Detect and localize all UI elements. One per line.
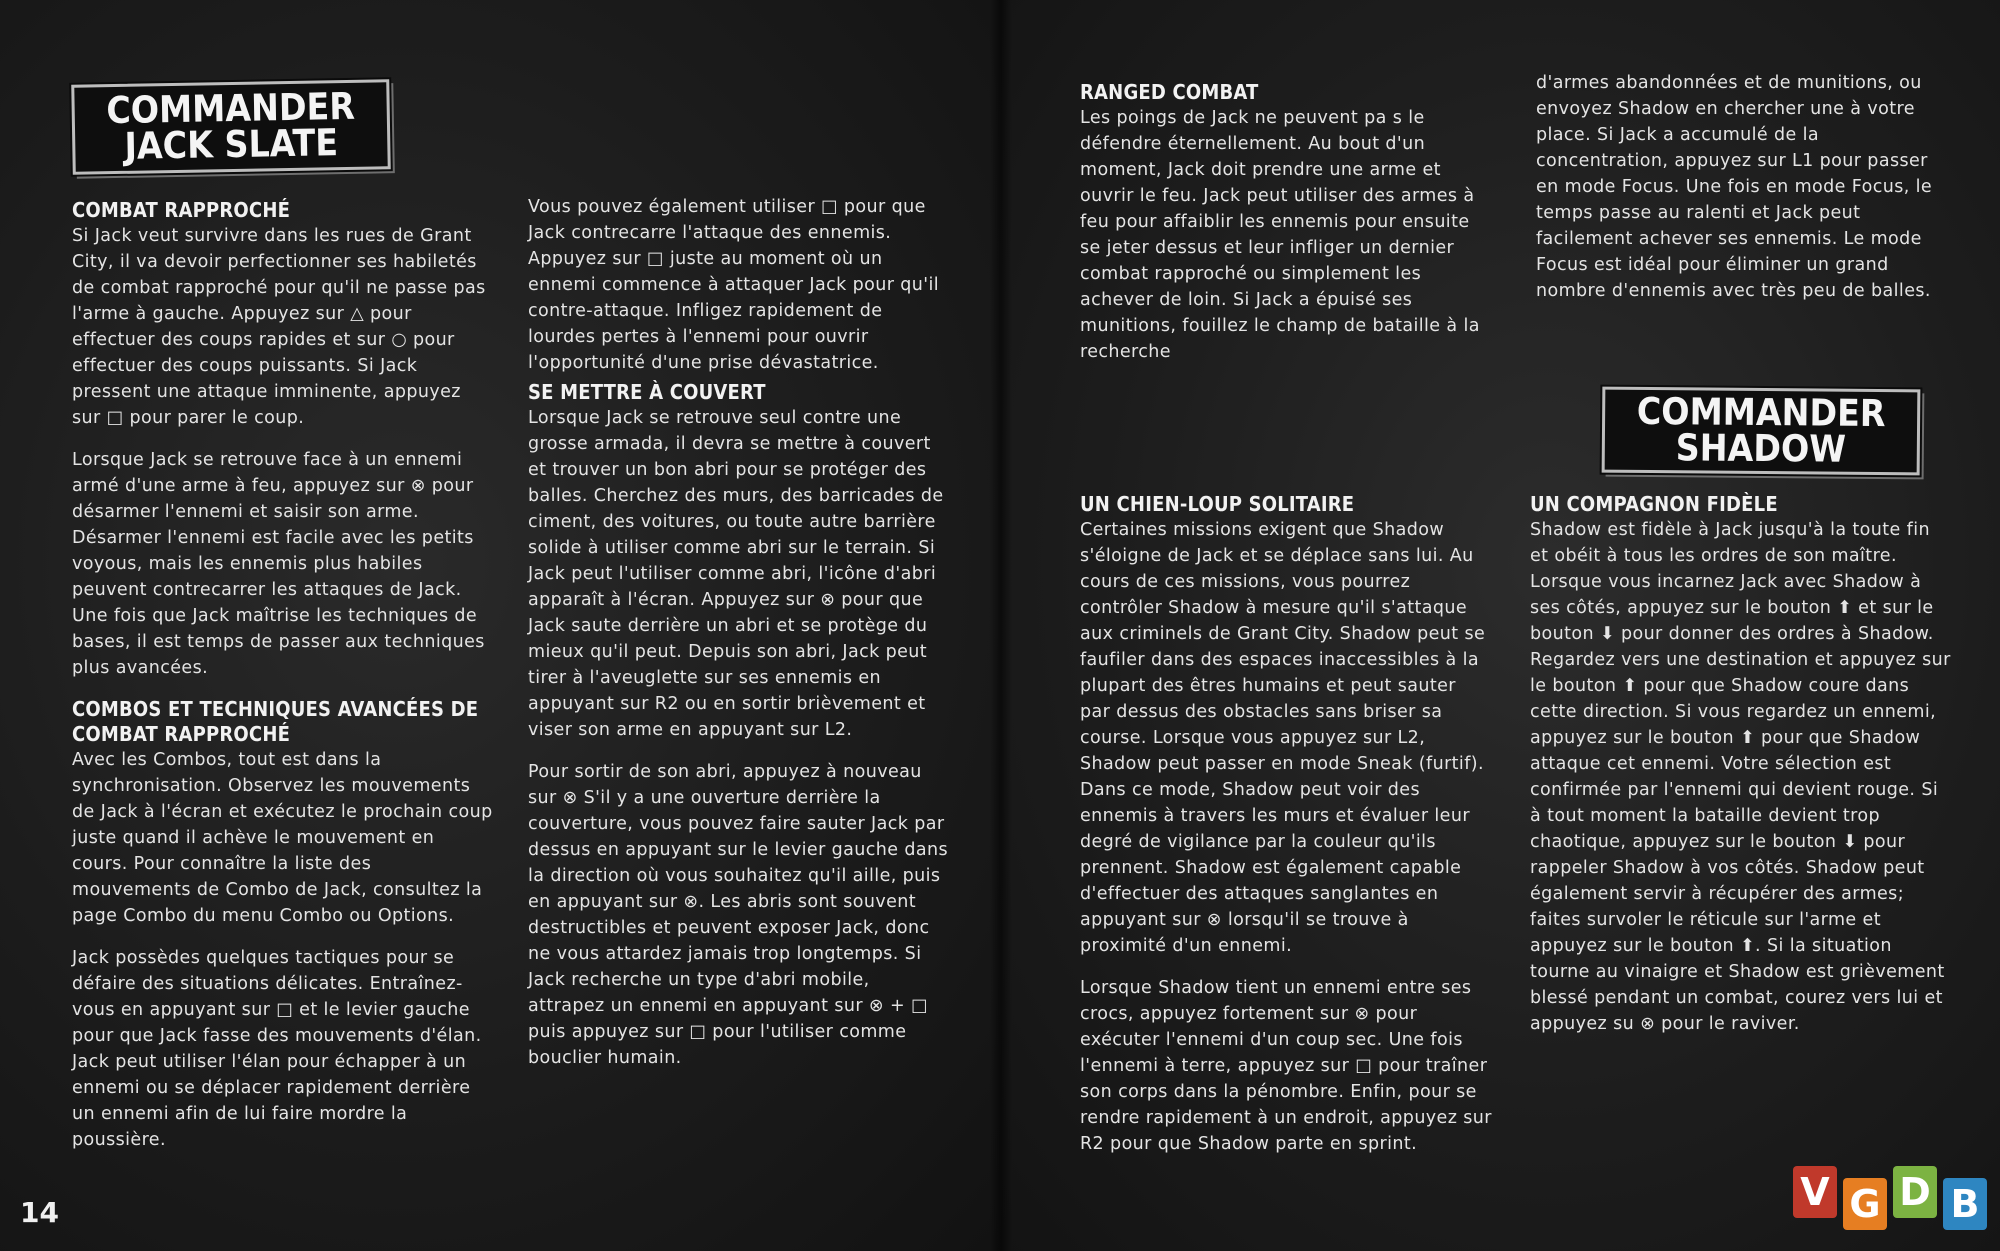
paragraph: Les poings de Jack ne peuvent pa s le défendre éternellement. Au bout d'un moment, Jack doit prendre une arme et ouvrir le feu. Jack peut utiliser des armes à feu pour affaiblir les ennemis pour ensuite se jeter dessus et leur infliger un dernier combat rapproché ou simplement les achever de loin. Si Jack a épuisé ses munitions, fouillez le champ de bataille à la recherche	[1080, 108, 1480, 362]
title-plate-jack-slate	[71, 79, 391, 175]
title-plate-shadow	[1602, 387, 1921, 476]
paragraph: Lorsque Shadow tient un ennemi entre ses crocs, appuyez fortement sur ⊗ pour exécuter l'ennemi d'un coup sec. Une fois l'ennemi à terre, appuyez sur □ pour traîner son corps dans la pénombre. Enfin, pour se rendre rapidement à un endroit, appuyez sur R2 pour que Shadow parte en sprint.	[1080, 978, 1492, 1154]
heading-se-mettre-a-couvert: SE METTRE À COUVERT	[528, 380, 766, 404]
paragraph: Si Jack veut survivre dans les rues de Grant City, il va devoir perfectionner ses habiletés de combat rapproché pour qu'il ne passe pas l'arme à gauche. Appuyez sur △ pour effectuer des coups rapides et sur ○ pour effectuer des coups puissants. Si Jack pressent une attaque imminente, appuyez sur □ pour parer le coup.	[72, 226, 486, 428]
right-column-1-lower	[1080, 492, 1492, 1173]
paragraph: Jack possèdes quelques tactiques pour se défaire des situations délicates. Entraînez-vous en appuyant sur □ et le levier gauche pour que Jack fasse des mouvements d'élan. Jack peut utiliser l'élan pour échapper à un ennemi ou se déplacer rapidement derrière un ennemi afin de lui faire mordre la poussière.	[72, 948, 482, 1150]
heading-chien-loup: UN CHIEN-LOUP SOLITAIRE	[1080, 492, 1355, 516]
plate-line1: COMMANDER	[105, 84, 356, 133]
paragraph: Avec les Combos, tout est dans la synchronisation. Observez les mouvements de Jack à l'écran et exécutez le prochain coup juste quand il achève le mouvement en cours. Pour connaître la liste des mouvements de Combo de Jack, consultez la page Combo du menu Combo ou Options.	[72, 750, 493, 926]
paragraph: Vous pouvez également utiliser □ pour que Jack contrecarre l'attaque des ennemis. Appuyez sur □ juste au moment où un ennemi commence à attaquer Jack pour qu'il contre-attaque. Infligez rapidement de lourdes pertes à l'ennemi pour ouvrir l'opportunité d'une prise dévastatrice.	[528, 197, 940, 373]
book-spine	[990, 0, 1012, 1251]
paragraph: Shadow est fidèle à Jack jusqu'à la toute fin et obéit à tous les ordres de son maître. Lorsque vous incarnez Jack avec Shadow à ses côtés, appuyez sur le bouton ⬆ et sur le bouton ⬇ pour donner des ordres à Shadow. Regardez vers une destination et appuyez sur le bouton ⬆ pour que Shadow coure dans cette direction. Si vous regardez un ennemi, appuyez sur le bouton ⬆ pour que Shadow attaque cet ennemi. Votre sélection est confirmée par l'ennemi qui devient rouge. Si à tout moment la bataille devient trop chaotique, appuyez sur le bouton ⬇ pour rappeler Shadow à vos côtés. Shadow peut également servir à récupérer des armes; faites survoler le réticule sur l'arme et appuyez sur le bouton ⬆. Si la situation tourne au vinaigre et Shadow est grièvement blessé pendant un combat, courez vers lui et appuyez su ⊗ pour le raviver.	[1530, 520, 1951, 1034]
paragraph: Pour sortir de son abri, appuyez à nouveau sur ⊗ S'il y a une ouverture derrière la couverture, vous pouvez faire sauter Jack par dessus en appuyant sur le levier gauche dans la direction où vous souhaitez qu'il aille, puis en appuyant sur ⊗. Les abris sont souvent destructibles et peuvent exposer Jack, donc ne vous attardez jamais trop longtemps. Si Jack recherche un type d'abri mobile, attrapez un ennemi en appuyant sur ⊗ + □ puis appuyez sur □ pour l'utiliser comme bouclier humain.	[528, 762, 949, 1068]
left-column-1	[72, 198, 494, 1169]
page-number: 14	[20, 1196, 59, 1229]
left-column-2	[528, 194, 952, 1087]
paragraph: Certaines missions exigent que Shadow s'éloigne de Jack et se déplace sans lui. Au cours de ces missions, vous pourrez contrôler Shadow à mesure qu'il s'attaque aux criminels de Grant City. Shadow peut se faufiler dans des espaces inaccessibles à la plupart des êtres humains et peut sauter par dessus des obstacles sans briser sa course. Lorsque vous appuyez sur L2, Shadow peut passer en mode Sneak (furtif). Dans ce mode, Shadow peut voir des ennemis à travers les murs et évaluer leur degré de vigilance par la couleur qu'ils prennent. Shadow est également capable d'effectuer des attaques sanglantes en appuyant sur ⊗ lorsqu'il se trouve à proximité d'un ennemi.	[1080, 520, 1486, 956]
right-column-1	[1080, 80, 1492, 381]
paragraph: Lorsque Jack se retrouve face à un ennemi armé d'une arme à feu, appuyez sur ⊗ pour désarmer l'ennemi et saisir son arme. Désarmer l'ennemi est facile avec les petits voyous, mais les ennemis plus habiles peuvent contrecarrer les attaques de Jack. Une fois que Jack maîtrise les techniques de bases, il est temps de passer aux techniques plus avancées.	[72, 450, 485, 678]
plate-line2: SHADOW	[1675, 426, 1847, 471]
plate-line2: JACK SLATE	[124, 121, 339, 168]
plate-line1: COMMANDER	[1636, 389, 1886, 436]
paragraph: Lorsque Jack se retrouve seul contre une grosse armada, il devra se mettre à couvert et trouver un bon abri pour se protéger des balles. Cherchez des murs, des barricades de ciment, des voitures, ou toute autre barrière solide à utiliser comme abri sur le terrain. Si Jack peut l'utiliser comme abri, l'icône d'abri apparaît à l'écran. Appuyez sur ⊗ pour que Jack saute derrière un abri et se protège du mieux qu'il peut. Depuis son abri, Jack peut tirer à l'aveuglette sur ses ennemis en appuyant sur R2 ou en sortir brièvement et viser son arme en appuyant sur L2.	[528, 408, 944, 740]
logo-letter-d: D	[1893, 1166, 1937, 1218]
paragraph: d'armes abandonnées et de munitions, ou envoyez Shadow en chercher une à votre place. Si Jack a accumulé de la concentration, appuyez sur L1 pour passer en mode Focus. Une fois en mode Focus, le temps passe au ralenti et Jack peut facilement achever ses ennemis. Le mode Focus est idéal pour éliminer un grand nombre d'ennemis avec très peu de balles.	[1536, 73, 1933, 301]
right-column-2-lower	[1530, 492, 1954, 1053]
heading-combat-rapproche: COMBAT RAPPROCHÉ	[72, 198, 291, 222]
heading-compagnon-fidele: UN COMPAGNON FIDÈLE	[1530, 492, 1778, 516]
heading-combos: COMBOS ET TECHNIQUES AVANCÉES DE COMBAT RAPPROCHÉ	[72, 697, 479, 746]
vgdb-watermark-logo	[1793, 1166, 1987, 1230]
logo-letter-b: B	[1943, 1178, 1987, 1230]
right-page	[1000, 0, 2000, 1251]
logo-letter-v: V	[1793, 1166, 1837, 1218]
right-column-2	[1536, 70, 1954, 320]
logo-letter-g: G	[1843, 1178, 1887, 1230]
heading-ranged-combat: RANGED COMBAT	[1080, 80, 1259, 104]
